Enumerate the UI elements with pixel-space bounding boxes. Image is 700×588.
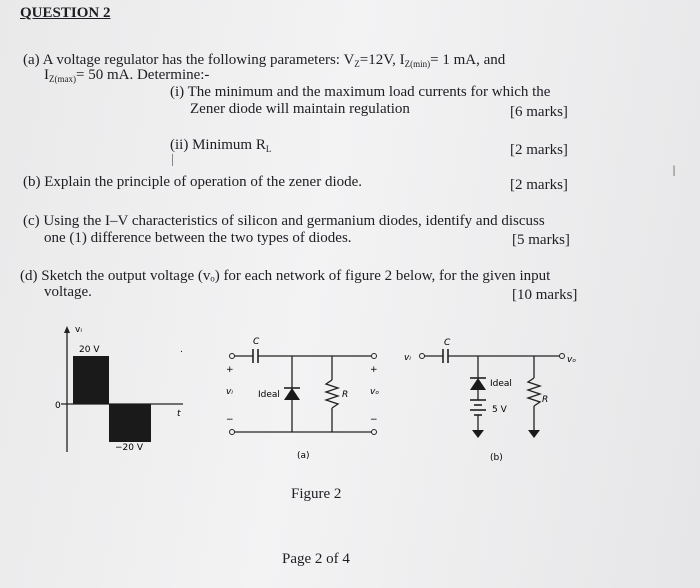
page-footer: Page 2 of 4: [282, 551, 350, 567]
stray-dot: .: [180, 345, 183, 355]
circuit-a-in-terminal-bottom: [230, 430, 235, 435]
circuit-b-ground-icon: [472, 430, 484, 438]
waveform-negative-pulse: [109, 404, 151, 442]
circuit-b-out-label: vₒ: [567, 355, 577, 365]
circuit-b-in-terminal: [420, 354, 425, 359]
waveform-positive-pulse: [73, 356, 109, 404]
circuit-a-out-terminal-bottom: [372, 430, 377, 435]
circuit-b-ground-icon-2: [528, 430, 540, 438]
part-d-line2: voltage.: [44, 284, 92, 300]
part-b-marks: [2 marks]: [510, 177, 568, 193]
circuit-a: [222, 332, 382, 462]
part-a-line2: $I_{Z(max)}= 50$ mA. Determine:-: [44, 67, 210, 84]
circuit-a-out-terminal-top: [372, 354, 377, 359]
part-a-ii: (ii) Minimum $R_L$: [170, 137, 272, 154]
input-waveform: [45, 322, 185, 462]
part-a-i-marks: [6 marks]: [510, 104, 568, 120]
circuit-a-caption: (a): [297, 451, 310, 461]
circuit-a-minus-in: −: [226, 415, 234, 425]
circuit-b-diode-label: Ideal: [490, 379, 512, 389]
circuit-b-resistor-icon: [528, 378, 540, 406]
circuit-a-in-terminal-top: [230, 354, 235, 359]
figure-caption: Figure 2: [291, 486, 342, 502]
circuit-b: [400, 336, 580, 466]
circuit-a-resistor-icon: [326, 380, 338, 408]
circuit-b-diode-icon: [470, 378, 486, 390]
waveform-pos-label: 20 V: [79, 345, 100, 355]
waveform-origin-label: 0: [55, 401, 61, 411]
part-a-i-line1: (i) The minimum and the maximum load currents for which the: [170, 84, 551, 100]
part-a-line1: (a) A voltage regulator has the following parameters: $V_Z=12V$, $I_{Z(min)}= 1$ mA, and: [23, 52, 506, 69]
circuit-b-in-label: vᵢ: [404, 353, 411, 363]
part-d-line1: (d) Sketch the output voltage (vₒ) for each network of figure 2 below, for the given input: [20, 268, 551, 284]
waveform-vi-label: vᵢ: [75, 325, 82, 335]
circuit-b-cap-label: C: [444, 338, 451, 348]
circuit-a-diode-label: Ideal: [258, 390, 280, 400]
circuit-a-in-label: vᵢ: [226, 387, 233, 397]
circuit-b-caption: (b): [490, 453, 503, 463]
part-b-text: (b) Explain the principle of operation of the zener diode.: [23, 174, 363, 190]
circuit-a-plus-in: +: [226, 365, 234, 375]
circuit-b-out-terminal: [560, 354, 565, 359]
part-c-marks: [5 marks]: [512, 232, 570, 248]
circuit-a-minus-out: −: [370, 415, 378, 425]
circuit-a-plus-out: +: [370, 365, 378, 375]
question-title: QUESTION 2: [20, 5, 111, 21]
circuit-a-diode-icon: [284, 388, 300, 400]
circuit-a-cap-label: C: [253, 337, 260, 347]
waveform-t-label: t: [177, 409, 181, 419]
circuit-b-res-label: R: [542, 395, 549, 405]
part-c-line2: one (1) difference between the two types of diodes.: [44, 230, 352, 246]
part-c-line1: (c) Using the I–V characteristics of silicon and germanium diodes, identify and discuss: [23, 213, 545, 229]
part-a-i-line2: Zener diode will maintain regulation: [190, 101, 410, 117]
text-cursor-mark: [172, 154, 173, 166]
i-beam-cursor-icon: I: [672, 164, 677, 180]
circuit-a-res-label: R: [342, 390, 349, 400]
part-a-ii-marks: [2 marks]: [510, 142, 568, 158]
circuit-a-out-label: vₒ: [370, 387, 380, 397]
axis-arrow-icon: [64, 326, 70, 333]
circuit-b-battery-label: 5 V: [492, 405, 507, 415]
waveform-neg-label: −20 V: [115, 443, 144, 453]
part-d-marks: [10 marks]: [512, 287, 578, 303]
